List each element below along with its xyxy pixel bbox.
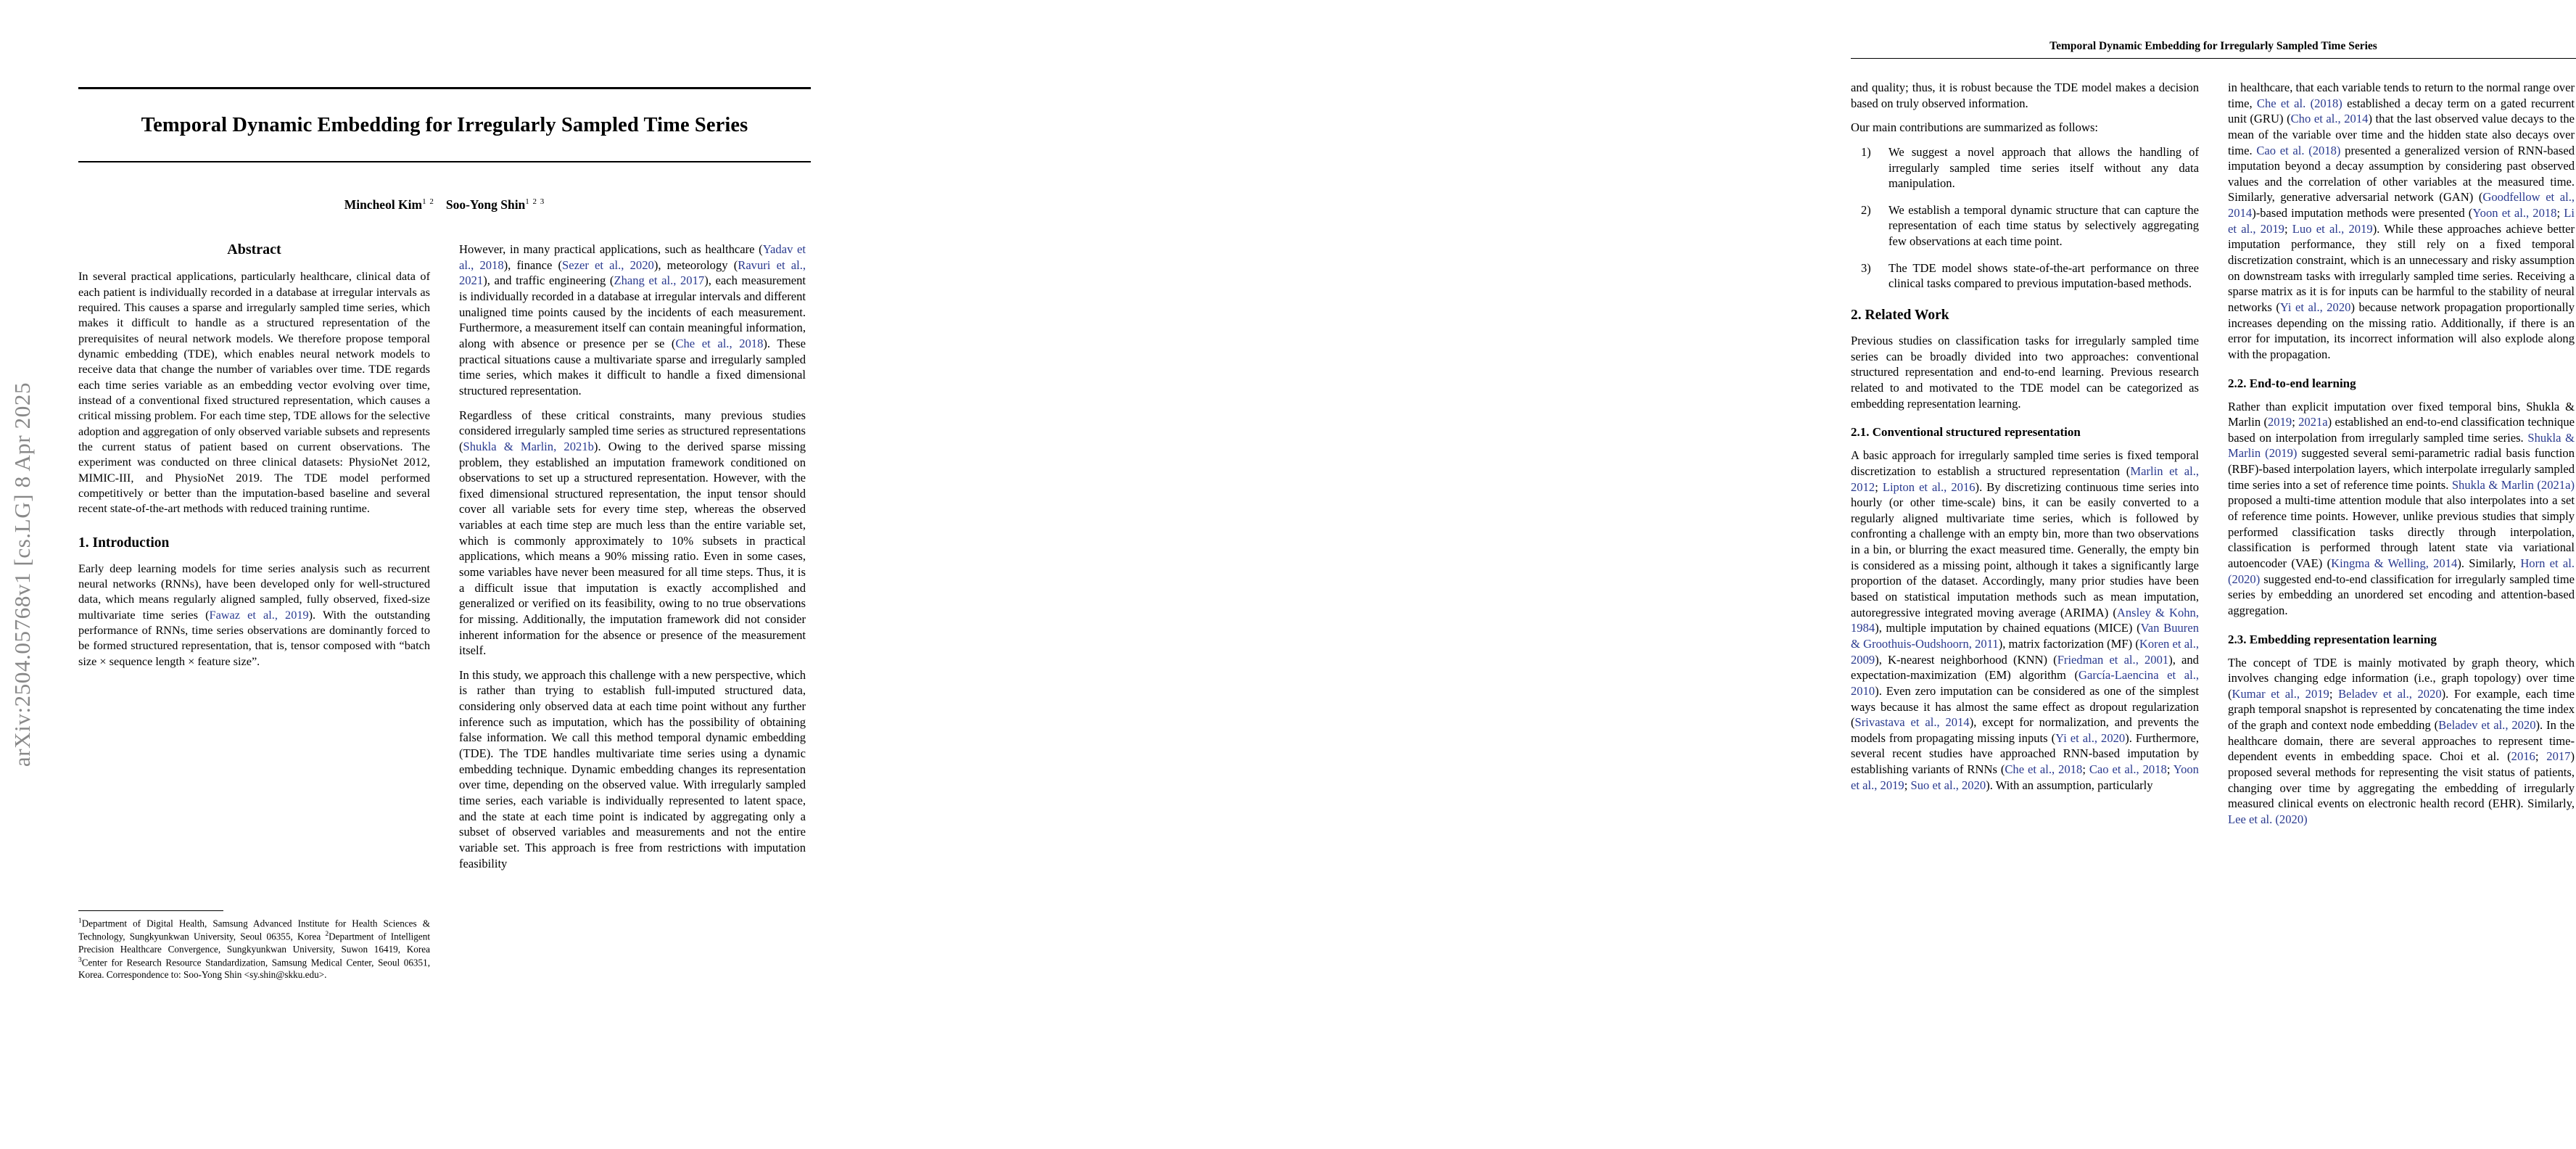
p21-part-i: ), except for normalization, and prevents the models from propagating missing inputs ( xyxy=(1851,715,2199,745)
citation-lipton-2016[interactable]: Lipton et al., 2016 xyxy=(1882,479,1976,494)
p22-part-d: suggested several semi-parametric radial basis function (RBF)-based interpolation layers, which interpolate irregularly sampled time series into a set of reference time points. xyxy=(2228,446,2575,492)
p21-part-f: ), K-nearest neighborhood (KNN) ( xyxy=(1875,652,2057,667)
citation-che-et-al-2018[interactable]: Che et al. (2018) xyxy=(2256,96,2342,110)
citation-marlin-2012[interactable]: Marlin et al., 2012 xyxy=(1851,464,2200,494)
p22-part-a: Rather than explicit imputation over fixed temporal bins, Shukla & Marlin ( xyxy=(2228,399,2575,429)
citation-suo-2020[interactable]: Suo et al., 2020 xyxy=(1910,778,1986,792)
citation-kumar-2019[interactable]: Kumar et al., 2019 xyxy=(2232,686,2329,701)
p21cont-part-d: presented a generalized version of RNN-based imputation beyond a decay assumption by considering past observed values and the correlation of other variables at the measured time. Similarly, generative adversarial network (GAN) ( xyxy=(2228,143,2575,205)
citation-zhang-2017[interactable]: Zhang et al., 2017 xyxy=(614,273,705,288)
citation-li-2019[interactable]: Li et al., 2019 xyxy=(2228,206,2575,236)
arxiv-stamp: arXiv:2504.05768v1 [cs.LG] 8 Apr 2025 xyxy=(9,382,35,767)
p21cont-sep-1: ; xyxy=(2556,206,2564,221)
p21cont-part-b: established a decay term on a gated recurrent unit (GRU) ( xyxy=(2228,96,2575,126)
p21cont-sep-2: ; xyxy=(2284,221,2292,236)
p21cont-part-i: ) because network propagation proportionally increases depending on the missing ratio. Additionally, if there is an error for imputation, its incorrect information will also explode along with the propagation. xyxy=(2228,300,2575,361)
citation-fawaz-2019[interactable]: Fawaz et al., 2019 xyxy=(209,607,309,622)
p21-part-n: ). With an assumption, particularly xyxy=(1986,778,2153,792)
list-item: We establish a temporal dynamic structure that can capture the representation of each time status by selectively aggregating few observations at each time point. xyxy=(1888,202,2199,249)
footnote-mark-1: 1 xyxy=(78,918,82,925)
paragraph-2-1 xyxy=(1851,448,2199,793)
however-part-d: ), and traffic engineering ( xyxy=(483,273,614,288)
author-1 xyxy=(344,197,434,212)
paragraph-andquality: and quality; thus, it is robust because the TDE model makes a decision based on truly observed information. xyxy=(1851,81,2199,110)
citation-horn-2020[interactable]: Horn et al. (2020) xyxy=(2228,556,2575,586)
p21-sep-4: ; xyxy=(1904,778,1911,792)
footnote-affiliation-3: Center for Research Resource Standardization, Samsung Medical Center, Seoul 06351, Korea. Correspondence to: Soo-Yong Shin <sy.shin@skku.edu>. xyxy=(78,957,430,980)
section-heading-introduction: 1. Introduction xyxy=(78,535,170,551)
page-left-body xyxy=(78,87,811,880)
citation-shukla-marlin-2021a-b[interactable]: Shukla & Marlin (2021a) xyxy=(2451,477,2575,492)
citation-shukla-marlin-2019-b[interactable]: Shukla & Marlin (2019) xyxy=(2228,430,2575,461)
footnote-affiliation-1: Department of Digital Health, Samsung Advanced Institute for Health Sciences & Technology, Sungkyunkwan University, Seoul 06355, Korea xyxy=(78,918,430,942)
citation-beladev-2020[interactable]: Beladev et al., 2020 xyxy=(2338,686,2442,701)
footnote-affiliations xyxy=(78,917,430,981)
p21-part-j: ). Furthermore, several recent studies have approached RNN-based imputation by establishing variants of RNNs ( xyxy=(1851,730,2199,777)
footnote-mark-2: 2 xyxy=(325,931,329,939)
p23-sep-2: ; xyxy=(2535,749,2547,764)
citation-cao-et-al-2018[interactable]: Cao et al. (2018) xyxy=(2256,143,2341,157)
p22-sep-1: ; xyxy=(2292,415,2299,429)
footnote-rule xyxy=(78,910,223,911)
p23-sep-1: ; xyxy=(2329,686,2339,701)
citation-luo-2019[interactable]: Luo et al., 2019 xyxy=(2292,221,2373,236)
column-right-p2 xyxy=(2228,80,2575,836)
p21-part-h: ). Even zero imputation can be considered as one of the simplest ways because it has almost the same effect as dropout regularization ( xyxy=(1851,683,2199,730)
paragraph-2-2 xyxy=(2228,399,2575,619)
regardless-part-b: ). Owing to the derived sparse missing problem, they established an imputation framework conditioned on observations to set up a structured representation. However, with the fixed dimensional structured representation, the input tensor should cover all variable sets for every time step, whereas the observed variables at each time step are much less than the entire variable set, which is commonly approximately to 10% subsets in practical applications, which means a 90% missing ratio. Even in some cases, some variables have never been measured for all time steps. Thus, it is a difficult issue that imputation is exactly accomplished and generalized or verified on its feasibility, owing to no true observations for missing. Additionally, the imputation framework did not consider inherent information for the absence or presence of the measurement itself. xyxy=(459,439,806,658)
footnote-mark-3: 3 xyxy=(78,956,82,964)
paragraph-2-3 xyxy=(2228,655,2575,828)
left-page-columns xyxy=(78,242,811,880)
paragraph-2-1-cont xyxy=(2228,80,2575,363)
citation-yadav-2018[interactable]: Yadav et al., 2018 xyxy=(459,242,806,272)
citation-kingma-welling-2014[interactable]: Kingma & Welling, 2014 xyxy=(2331,556,2458,570)
paragraph-contributions-lead: Our main contributions are summarized as follows: xyxy=(1851,120,2099,135)
citation-yi-2020-b[interactable]: Yi et al., 2020 xyxy=(2279,300,2351,314)
p23-part-a: The concept of TDE is mainly motivated by graph theory, which involves changing edge information (i.e., graph topology) over time ( xyxy=(2228,655,2575,701)
citation-shukla-marlin-2021a[interactable]: 2021a xyxy=(2298,415,2328,429)
subsection-heading-embedding-rep: 2.3. Embedding representation learning xyxy=(2228,632,2437,646)
list-item: We suggest a novel approach that allows the handling of irregularly sampled time series itself without any data manipulation. xyxy=(1888,144,2199,191)
p21-part-g: ), and expectation-maximization (EM) algorithm ( xyxy=(1851,652,2199,683)
citation-van-buuren-2011[interactable]: Van Buuren & Groothuis-Oudshoorn, 2011 xyxy=(1851,621,2199,651)
abstract-text: In several practical applications, particularly healthcare, clinical data of each patient is individually recorded in a database at irregular intervals as required. This causes a sparse and irregularly sampled time series, which makes it difficult to handle as a structured representation of the prerequisites of neural network models. We therefore propose temporal dynamic embedding (TDE), which enables neural network models to receive data that change the number of variables over time. TDE regards each time series variable as an embedding vector evolving over time, instead of a conventional fixed structured representation, which causes a critical missing problem. For each time step, TDE allows for the selective adoption and aggregation of only observed variable subsets and represents the current status of patient based on current observations. The experiment was conducted on three clinical datasets: PhysioNet 2012, MIMIC-III, and PhysioNet 2019. The TDE model performed competitively or better than the imputation-based baseline and several recent state-of-the-art methods with reduced training runtime. xyxy=(78,269,430,516)
column-left xyxy=(78,242,430,880)
p22-part-e: proposed a multi-time attention module that also interpolates into a set of reference time points. However, unlike previous studies that simply performed classification tasks directly through interpolation, classification is performed through latent state via variational autoencoder (VAE) ( xyxy=(2228,493,2575,570)
author-1-affiliation-marks: 1 2 xyxy=(422,197,434,207)
regardless-part-a: Regardless of these critical constraints, many previous studies considered irregularly sampled time series as structured representations ( xyxy=(459,408,806,453)
paragraph-regardless xyxy=(459,408,806,659)
paragraph-however xyxy=(459,242,806,398)
running-header: Temporal Dynamic Embedding for Irregularly Sampled Time Series xyxy=(2049,40,2377,52)
p21-sep-1: ; xyxy=(1875,479,1883,494)
citation-che-2018-b[interactable]: Che et al., 2018 xyxy=(2005,762,2083,777)
p23-part-c: ). For example, each time graph temporal snapshot is represented by concatenating the time index of the graph and context node embedding ( xyxy=(2228,686,2575,733)
however-part-a: However, in many practical applications, such as healthcare ( xyxy=(459,242,763,257)
p21cont-part-h: ). While these approaches achieve better imputation performance, they still rely on a fixed temporal discretization constraint, which is an unnecessary and risky assumption on downstream tasks with irregularly sampled time series. Receiving a sparse matrix as it is for inputs can be harmful to the stability of neural networks ( xyxy=(2228,221,2575,314)
citation-beladev-2020-b[interactable]: Beladev et al., 2020 xyxy=(2438,718,2536,733)
citation-ansley-kohn-1984[interactable]: Ansley & Kohn, 1984 xyxy=(1851,605,2199,635)
p21-sep-2: ; xyxy=(2082,762,2089,777)
p22-part-f: ). Similarly, xyxy=(2457,556,2521,570)
citation-friedman-2001[interactable]: Friedman et al., 2001 xyxy=(2057,652,2169,667)
related-work-intro: Previous studies on classification tasks for irregularly sampled time series can be broadly divided into two approaches: conventional structured representation and end-to-end learning. Previous research related to and motivated to the TDE model can be categorized as embedding representation learning. xyxy=(1851,334,2199,411)
however-part-f: ). These practical situations cause a multivariate sparse and irregularly sampled time series, which makes it difficult to handle a fixed dimensional structured representation. xyxy=(459,337,806,398)
p21-part-d: ), multiple imputation by chained equations (MICE) ( xyxy=(1875,621,2141,635)
p21cont-part-e: )-based imputation methods were presented ( xyxy=(2252,206,2473,221)
p23-part-d: ). In the healthcare domain, there are several approaches to represent time-dependent events in embedding space. Choi et al. ( xyxy=(2228,718,2575,764)
intro-p1-part-b: ). With the outstanding performance of RNNs, time series observations are dominantly forced to be formed structured representation, that is, tensor composed with “batch size × sequence length × feature size”. xyxy=(78,607,431,668)
however-part-e: ), each measurement is individually recorded in a database at irregular intervals and different unaligned time points caused by the incidents of each measurement. Furthermore, a measurement itself can contain meaningful information, along with absence or presence per se ( xyxy=(459,273,806,351)
citation-goodfellow-2014[interactable]: Goodfellow et al., 2014 xyxy=(2228,190,2575,221)
p21-sep-3: ; xyxy=(2166,762,2174,777)
p22-part-g: suggested end-to-end classification for irregularly sampled time series by embedding an unordered set encoding and attention-based aggregation. xyxy=(2228,572,2575,617)
citation-ravuri-2021[interactable]: Ravuri et al., 2021 xyxy=(459,258,806,288)
author-2-name: Soo-Yong Shin xyxy=(445,197,526,213)
citation-yoon-2019[interactable]: Yoon et al., 2019 xyxy=(1851,762,2199,792)
right-page-columns xyxy=(1851,80,2576,836)
author-list xyxy=(78,162,811,213)
page-right xyxy=(888,0,2575,1149)
p22-part-c: ) established an end-to-end classification technique based on interpolation from irregularly sampled time series. xyxy=(2228,415,2575,445)
column-right xyxy=(459,242,806,880)
citation-shukla-marlin-2019[interactable]: 2019 xyxy=(2268,415,2292,429)
however-part-b: ), finance ( xyxy=(503,258,563,272)
footnote-affiliation-2: Department of Intelligent Precision Healthcare Convergence, Sungkyunkwan University, Suwon 16419, Korea xyxy=(78,931,430,955)
citation-yi-2020[interactable]: Yi et al., 2020 xyxy=(2055,730,2126,745)
citation-koren-2009[interactable]: Koren et al., 2009 xyxy=(1851,636,2200,667)
p21-part-e: ), matrix factorization (MF) ( xyxy=(1998,636,2139,651)
however-part-c: ), meteorology ( xyxy=(653,258,738,272)
title-block xyxy=(78,87,811,213)
section-heading-related-work: 2. Related Work xyxy=(1851,308,1949,324)
list-item: The TDE model shows state-of-the-art performance on three clinical tasks compared to previous imputation-based methods. xyxy=(1888,260,2199,291)
abstract-heading: Abstract xyxy=(227,242,281,258)
paragraph-inthisstudy: In this study, we approach this challenge with a new perspective, which is rather than trying to establish full-imputed structured data, considering only observed data at each time point without any further inference such as imputation, which has the possibility of obtaining false information. We call this method temporal dynamic embedding (TDE). The TDE handles multivariate time series using a dynamic embedding technique. Dynamic embedding changes its representation over time, depending on the observed value. With irregularly sampled time series, each variable is individually represented to latent space, and the state at each time point is indicated by aggregating only a subset of observed variables and measurements and not the entire variable set. This approach is free from restrictions with imputation feasibility xyxy=(459,667,806,870)
intro-p1-part-a: Early deep learning models for time series analysis such as recurrent neural networks (RNNs), have been developed only for well-structured data, which means regularly aligned sampled, fully observed, fixed-size multivariate time series ( xyxy=(78,561,430,622)
citation-srivastava-2014[interactable]: Srivastava et al., 2014 xyxy=(1854,715,1970,730)
p21-part-a: A basic approach for irregularly sampled time series is fixed temporal discretization to establish a structured representation ( xyxy=(1851,448,2199,478)
page-title: Temporal Dynamic Embedding for Irregularly Sampled Time Series xyxy=(141,114,748,136)
page-left xyxy=(0,0,888,1149)
citation-choi-2016[interactable]: 2016 xyxy=(2511,749,2535,764)
author-2-affiliation-marks: 1 2 3 xyxy=(525,197,545,207)
citation-che-2018[interactable]: Che et al., 2018 xyxy=(675,337,764,351)
author-1-name: Mincheol Kim xyxy=(344,197,423,213)
p21cont-part-a: in healthcare, that each variable tends to return to the normal range over time, xyxy=(2228,81,2575,110)
citation-garcia-laencina-2010[interactable]: García-Laencina et al., 2010 xyxy=(1851,668,2199,698)
citation-cho-2014[interactable]: Cho et al., 2014 xyxy=(2290,112,2369,126)
author-2 xyxy=(446,197,545,212)
citation-sezer-2020[interactable]: Sezer et al., 2020 xyxy=(562,258,654,272)
footnote-block xyxy=(78,910,430,981)
contributions-list xyxy=(1851,144,2199,292)
column-left-p2 xyxy=(1851,80,2199,836)
citation-shukla-marlin-2021b[interactable]: Shukla & Marlin, 2021b xyxy=(463,439,594,453)
citation-lee-2020[interactable]: Lee et al. (2020) xyxy=(2228,812,2308,826)
running-header-rule xyxy=(1851,58,2576,59)
subsection-heading-conventional: 2.1. Conventional structured representation xyxy=(1851,425,2081,440)
subsection-heading-end-to-end: 2.2. End-to-end learning xyxy=(2228,376,2356,390)
p21-part-c: ). By discretizing continuous time series into hourly (or other time-scale) bins, it can be easily converted to a regularly aligned multivariate time series, which is followed by confronting a challenge with an empty bin, more than two observations in a bin, or blurring the exact measured time. Generally, the empty bin is considered as a missing point, although it takes a significantly large proportion of the dataset. Accordingly, many prior studies have been based on statistical imputation methods such as mean imputation, autoregressive integrated moving average (ARIMA) ( xyxy=(1851,479,2199,619)
citation-cao-2018[interactable]: Cao et al., 2018 xyxy=(2089,762,2167,777)
citation-yoon-2018[interactable]: Yoon et al., 2018 xyxy=(2472,206,2557,221)
citation-choi-2017[interactable]: 2017 xyxy=(2546,749,2571,764)
intro-paragraph-1 xyxy=(78,561,430,669)
p23-part-f: ) proposed several methods for representing the visit status of patients, changing over time by aggregating the embedding of irregularly measured clinical events on electronic health record (EHR). Similarly, xyxy=(2228,749,2575,811)
p21cont-part-c: ) that the last observed value decays to the mean of the variable over time and the hidden state also decays over time. xyxy=(2228,112,2575,157)
page-right-body xyxy=(1851,64,2576,836)
